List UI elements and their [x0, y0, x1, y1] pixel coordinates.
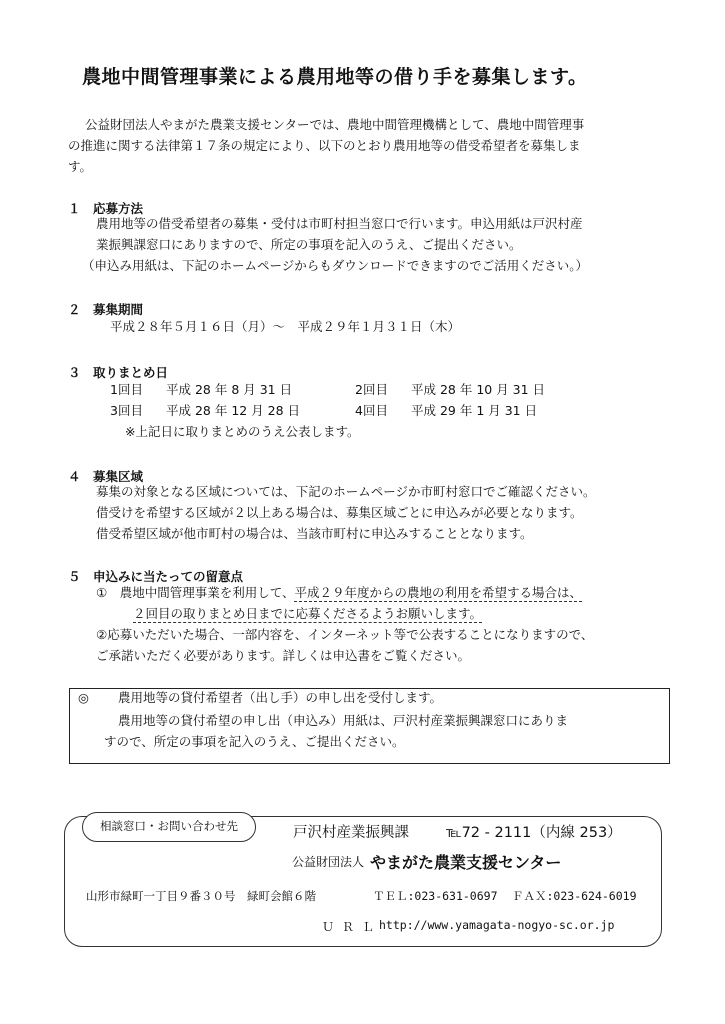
round-4-date: 平成 29 年 1 月 31 日 — [411, 403, 538, 418]
intro-line-1: 公益財団法人やまがた農業支援センターでは、農地中間管理機構として、農地中間管理事 — [85, 117, 585, 132]
contact-address: 山形市緑町一丁目９番３０号 緑町会館６階 — [86, 889, 316, 903]
round-4-label: 4回目 — [355, 403, 388, 418]
section-5-item-2-line-2: ご承諾いただく必要があります。詳しくは申込書をご覧ください。 — [96, 648, 471, 663]
contact-phone: ℡72 - 2111（内線 253） — [446, 825, 622, 841]
org-name: やまがた農業支援センター — [370, 853, 562, 872]
contact-fax: ＦＡＸ:023-624-6019 — [512, 889, 637, 903]
section-1-line-1: 農用地等の借受希望者の募集・受付は市町村担当窓口で行います。申込用紙は戸沢村産 — [96, 216, 583, 231]
rounds-note: ※上記日に取りまとめのうえ公表します。 — [125, 424, 360, 439]
section-5-item-1-line-2 — [133, 604, 482, 624]
notice-line-1: 農用地等の貸付希望の申し出（申込み）用紙は、戸沢村産業振興課窓口にありま — [118, 713, 569, 728]
contact-label: 相談窓口・お問い合わせ先 — [82, 812, 256, 842]
section-1-line-3: （申込み用紙は、下記のホームページからもダウンロードできますのでご活用ください。） — [82, 258, 589, 273]
round-2-date: 平成 28 年 10 月 31 日 — [411, 382, 546, 397]
item-1-line-2-text: ２回目の取りまとめ日までに応募くださるようお願いします。 — [133, 606, 483, 621]
intro-line-3: す。 — [68, 159, 93, 174]
round-3-date: 平成 28 年 12 月 28 日 — [166, 403, 301, 418]
section-2-heading: ２ 募集期間 — [68, 302, 144, 317]
contact-tel: ＴＥＬ:023-631-0697 — [373, 889, 498, 903]
section-4-line-1: 募集の対象となる区域については、下記のホームページか市町村窓口でご確認ください。 — [96, 484, 596, 499]
item-1-emphasis: 平成２９年度からの農地の利用を希望する場合は、 — [294, 585, 582, 600]
notice-line-2: すので、所定の事項を記入のうえ、ご提出ください。 — [104, 734, 405, 749]
recruitment-period: 平成２８年５月１６日（月）～ 平成２９年１月３１日（木） — [110, 319, 461, 334]
round-3-label: 3回目 — [110, 403, 143, 418]
section-5-item-1-line-1 — [96, 583, 582, 603]
round-2-label: 2回目 — [355, 382, 388, 397]
item-1-prefix: ① 農地中間管理事業を利用して、 — [96, 585, 295, 600]
section-4-line-2: 借受けを希望する区域が２以上ある場合は、募集区域ごとに申込みが必要となります。 — [96, 505, 583, 520]
section-4-line-3: 借受希望区域が他市町村の場合は、当該市町村に申込みすることとなります。 — [96, 526, 533, 541]
url-label: ＵＲＬ — [322, 920, 383, 934]
intro-line-2: の推進に関する法律第１７条の規定により、以下のとおり農用地等の借受希望者を募集しま — [68, 138, 581, 153]
round-1-date: 平成 28 年 8 月 31 日 — [166, 382, 293, 397]
section-3-heading: ３ 取りまとめ日 — [68, 365, 169, 380]
section-5-item-2-line-1: ②応募いただいた場合、一部内容を、インターネット等で公表することになりますので、 — [96, 627, 594, 642]
section-4-heading: ４ 募集区域 — [68, 469, 144, 484]
org-prefix: 公益財団法人 — [292, 855, 365, 869]
section-1-line-2: 業振興課窓口にありますので、所定の事項を記入のうえ、ご提出ください。 — [96, 237, 522, 252]
page-title: 農地中間管理事業による農用地等の借り手を募集します。 — [82, 66, 588, 88]
section-1-heading: １ 応募方法 — [68, 201, 144, 216]
contact-url[interactable]: http://www.yamagata-nogyo-sc.or.jp — [379, 918, 615, 932]
section-5-heading: ５ 申込みに当たっての留意点 — [68, 569, 244, 584]
notice-mark: ◎ — [78, 690, 89, 705]
round-1-label: 1回目 — [110, 382, 143, 397]
contact-office: 戸沢村産業振興課 — [293, 825, 409, 841]
notice-heading: 農用地等の貸付希望者（出し手）の申し出を受付します。 — [118, 690, 443, 705]
